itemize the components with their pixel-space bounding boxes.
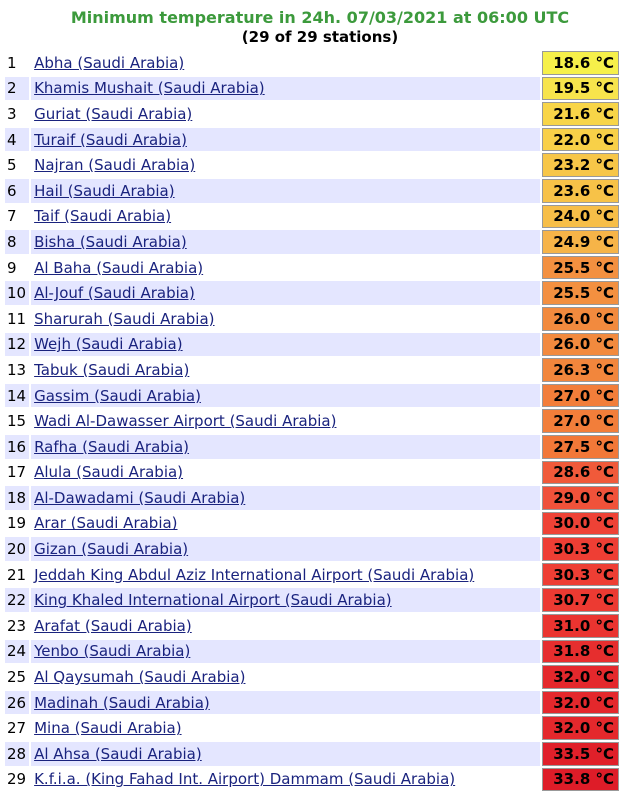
table-row xyxy=(5,384,619,408)
station-name-cell xyxy=(31,537,540,561)
station-rank: 4 xyxy=(5,128,29,152)
station-name-cell xyxy=(31,614,540,638)
station-name-cell xyxy=(31,256,540,280)
station-name-cell xyxy=(31,486,540,510)
station-rank: 22 xyxy=(5,588,29,612)
station-name-cell xyxy=(31,153,540,177)
table-row xyxy=(5,640,619,664)
table-row xyxy=(5,588,619,612)
table-row xyxy=(5,153,619,177)
temperature-value: 27.0 °C xyxy=(542,409,619,433)
station-rank: 2 xyxy=(5,77,29,101)
station-name-cell xyxy=(31,179,540,203)
temperature-value: 32.0 °C xyxy=(542,691,619,715)
table-row xyxy=(5,512,619,536)
station-rank: 16 xyxy=(5,435,29,459)
station-link[interactable]: Al Qaysumah (Saudi Arabia) xyxy=(34,668,246,687)
table-row xyxy=(5,51,619,75)
table-row xyxy=(5,307,619,331)
station-link[interactable]: Gizan (Saudi Arabia) xyxy=(34,540,189,559)
station-rank: 11 xyxy=(5,307,29,331)
station-name-cell xyxy=(31,102,540,126)
temperature-value: 24.9 °C xyxy=(542,230,619,254)
temperature-value: 30.7 °C xyxy=(542,588,619,612)
station-name-cell xyxy=(31,409,540,433)
temperature-value: 21.6 °C xyxy=(542,102,619,126)
station-link[interactable]: Gassim (Saudi Arabia) xyxy=(34,386,201,405)
station-link[interactable]: Yenbo (Saudi Arabia) xyxy=(34,642,191,661)
table-row xyxy=(5,281,619,305)
table-row xyxy=(5,128,619,152)
temperature-value: 26.3 °C xyxy=(542,358,619,382)
table-row xyxy=(5,435,619,459)
station-name-cell xyxy=(31,716,540,740)
station-rank: 9 xyxy=(5,256,29,280)
station-rank: 7 xyxy=(5,205,29,229)
station-link[interactable]: Guriat (Saudi Arabia) xyxy=(34,104,193,123)
station-link[interactable]: Arafat (Saudi Arabia) xyxy=(34,616,192,635)
station-link[interactable]: Wadi Al-Dawasser Airport (Saudi Arabia) xyxy=(34,412,337,431)
table-row xyxy=(5,409,619,433)
table-row xyxy=(5,486,619,510)
station-link[interactable]: Khamis Mushait (Saudi Arabia) xyxy=(34,79,265,98)
station-name-cell xyxy=(31,768,540,792)
temperature-value: 32.0 °C xyxy=(542,665,619,689)
temperature-value: 24.0 °C xyxy=(542,205,619,229)
station-rank: 15 xyxy=(5,409,29,433)
station-name-cell xyxy=(31,230,540,254)
temperature-value: 29.0 °C xyxy=(542,486,619,510)
temperature-value: 26.0 °C xyxy=(542,307,619,331)
station-rank: 13 xyxy=(5,358,29,382)
station-name-cell xyxy=(31,435,540,459)
station-link[interactable]: King Khaled International Airport (Saudi Arabia) xyxy=(34,591,392,610)
station-link[interactable]: Tabuk (Saudi Arabia) xyxy=(34,360,190,379)
table-row xyxy=(5,256,619,280)
station-link[interactable]: Hail (Saudi Arabia) xyxy=(34,181,175,200)
table-row xyxy=(5,537,619,561)
table-row xyxy=(5,358,619,382)
temperature-value: 33.5 °C xyxy=(542,742,619,766)
station-link[interactable]: Al Baha (Saudi Arabia) xyxy=(34,258,204,277)
table-row xyxy=(5,205,619,229)
station-rank: 17 xyxy=(5,461,29,485)
table-row xyxy=(5,179,619,203)
station-name-cell xyxy=(31,384,540,408)
station-rank: 29 xyxy=(5,768,29,792)
temperature-value: 31.0 °C xyxy=(542,614,619,638)
station-rank: 27 xyxy=(5,716,29,740)
station-rank: 28 xyxy=(5,742,29,766)
station-rank: 14 xyxy=(5,384,29,408)
temperature-value: 30.0 °C xyxy=(542,512,619,536)
station-rank: 21 xyxy=(5,563,29,587)
station-rank: 5 xyxy=(5,153,29,177)
table-row xyxy=(5,768,619,792)
station-link[interactable]: Abha (Saudi Arabia) xyxy=(34,53,185,72)
table-row xyxy=(5,614,619,638)
station-name-cell xyxy=(31,563,540,587)
station-link[interactable]: Al-Jouf (Saudi Arabia) xyxy=(34,284,195,303)
table-row xyxy=(5,461,619,485)
temperature-value: 23.2 °C xyxy=(542,153,619,177)
station-link[interactable]: Najran (Saudi Arabia) xyxy=(34,156,196,175)
table-body xyxy=(5,51,619,791)
table-row xyxy=(5,333,619,357)
station-rank: 10 xyxy=(5,281,29,305)
station-name-cell xyxy=(31,307,540,331)
station-count: (29 of 29 stations) xyxy=(241,28,399,46)
station-rank: 18 xyxy=(5,486,29,510)
temperature-value: 23.6 °C xyxy=(542,179,619,203)
station-name-cell xyxy=(31,588,540,612)
table-row xyxy=(5,716,619,740)
station-name-cell xyxy=(31,461,540,485)
station-rank: 19 xyxy=(5,512,29,536)
temperature-value: 31.8 °C xyxy=(542,640,619,664)
station-rank: 3 xyxy=(5,102,29,126)
station-rank: 1 xyxy=(5,51,29,75)
temperature-value: 27.5 °C xyxy=(542,435,619,459)
station-rank: 6 xyxy=(5,179,29,203)
temperature-value: 25.5 °C xyxy=(542,281,619,305)
station-link[interactable]: Arar (Saudi Arabia) xyxy=(34,514,178,533)
station-link[interactable]: Jeddah King Abdul Aziz International Airport (Saudi Arabia) xyxy=(34,565,475,584)
page-header xyxy=(0,0,640,47)
station-rank: 25 xyxy=(5,665,29,689)
station-name-cell xyxy=(31,665,540,689)
station-rank: 26 xyxy=(5,691,29,715)
temperature-value: 19.5 °C xyxy=(542,77,619,101)
station-name-cell xyxy=(31,512,540,536)
station-name-cell xyxy=(31,691,540,715)
station-link[interactable]: Wejh (Saudi Arabia) xyxy=(34,335,183,354)
temperature-table xyxy=(3,49,621,793)
station-link[interactable]: K.f.i.a. (King Fahad Int. Airport) Dammam (Saudi Arabia) xyxy=(34,770,456,789)
station-link[interactable]: Mina (Saudi Arabia) xyxy=(34,719,182,738)
station-link[interactable]: Al-Dawadami (Saudi Arabia) xyxy=(34,488,246,507)
table-row xyxy=(5,742,619,766)
station-link[interactable]: Alula (Saudi Arabia) xyxy=(34,463,184,482)
station-rank: 20 xyxy=(5,537,29,561)
station-rank: 12 xyxy=(5,333,29,357)
station-link[interactable]: Al Ahsa (Saudi Arabia) xyxy=(34,744,202,763)
station-name-cell xyxy=(31,742,540,766)
table-row xyxy=(5,77,619,101)
temperature-value: 32.0 °C xyxy=(542,716,619,740)
station-rank: 24 xyxy=(5,640,29,664)
table-row xyxy=(5,665,619,689)
station-name-cell xyxy=(31,281,540,305)
station-link[interactable]: Bisha (Saudi Arabia) xyxy=(34,232,187,251)
temperature-value: 18.6 °C xyxy=(542,51,619,75)
station-name-cell xyxy=(31,358,540,382)
station-name-cell xyxy=(31,640,540,664)
temperature-value: 25.5 °C xyxy=(542,256,619,280)
station-name-cell xyxy=(31,77,540,101)
temperature-value: 28.6 °C xyxy=(542,461,619,485)
temperature-value: 30.3 °C xyxy=(542,563,619,587)
station-rank: 23 xyxy=(5,614,29,638)
page-title: Minimum temperature in 24h. 07/03/2021 at 06:00 UTC xyxy=(70,8,570,27)
temperature-value: 22.0 °C xyxy=(542,128,619,152)
temperature-value: 27.0 °C xyxy=(542,384,619,408)
station-link[interactable]: Taif (Saudi Arabia) xyxy=(34,207,172,226)
table-row xyxy=(5,563,619,587)
station-name-cell xyxy=(31,128,540,152)
temperature-value: 33.8 °C xyxy=(542,768,619,792)
station-name-cell xyxy=(31,333,540,357)
station-rank: 8 xyxy=(5,230,29,254)
temperature-value: 26.0 °C xyxy=(542,333,619,357)
station-name-cell xyxy=(31,51,540,75)
station-link[interactable]: Madinah (Saudi Arabia) xyxy=(34,693,210,712)
station-link[interactable]: Turaif (Saudi Arabia) xyxy=(34,130,187,149)
station-name-cell xyxy=(31,205,540,229)
station-link[interactable]: Rafha (Saudi Arabia) xyxy=(34,437,190,456)
station-link[interactable]: Sharurah (Saudi Arabia) xyxy=(34,309,215,328)
table-row xyxy=(5,691,619,715)
table-row xyxy=(5,230,619,254)
table-row xyxy=(5,102,619,126)
temperature-value: 30.3 °C xyxy=(542,537,619,561)
